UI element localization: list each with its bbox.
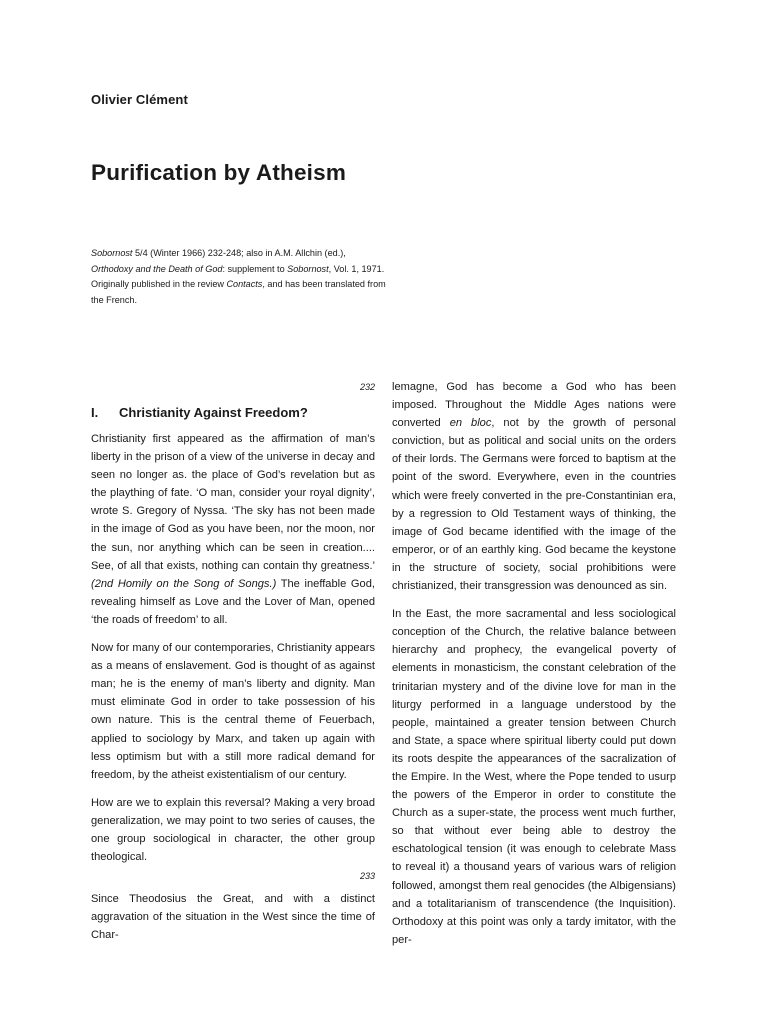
paragraph: Since Theodosius the Great, and with a distinct aggravation of the situation in the West since the time of Char- [91, 893, 375, 942]
left-column [91, 378, 375, 954]
paragraph: In the East, the more sacramental and less sociological conception of the Church, the relative balance between hierarchy and prophecy, the evangelical poverty of elements in monasticism, the constant celebration of the trinitarian mystery and of the divine love for man in the liturgy performed in a language understood by the people, maintained a greater tension between Church and State, a space where spiritual liberty could put down its roots despite the appearances of the sacralization of the Empire. In the West, where the Pope tended to usurp the powers of the Emperor in order to constitute the Church as a super-state, the process went much further, so that without ever being able to destroy the eschatological tension (it was enough to celebrate Mass to reveal it) a thousand years of various wars of religion followed, amongst them real genocides (the Albigensians) and a totalitarianism of transcendence (the Inquisition). Orthodoxy at this point was only a tardy imitator, with the per- [392, 608, 676, 946]
source-journal: Sobornost [287, 263, 329, 274]
article-title: Purification by Atheism [91, 160, 347, 185]
italic-phrase: en bloc [449, 417, 492, 430]
source-text: , and has been translated from the French. [91, 279, 386, 305]
right-column [392, 378, 676, 959]
source-text: 5/4 (Winter 1966) 232-248; also in A.M. Allchin (ed.), [132, 248, 346, 258]
author-name: Olivier Clément [91, 92, 188, 107]
source-text: , Vol. 1, 1971. Originally published in the review [91, 263, 385, 289]
section-heading [91, 404, 375, 422]
source-book-title: Orthodoxy and the Death of God [91, 263, 223, 274]
paragraph: How are we to explain this reversal? Making a very broad generalization, we may point to two series of causes, the one group sociological in character, the other group theological. [91, 796, 375, 864]
section-title: Christianity Against Freedom? [119, 405, 308, 420]
paragraph-text: lemagne, God has become a God who has been imposed. Throughout the Middle Ages nations were converted [392, 381, 676, 430]
page-number: 233 [359, 871, 375, 882]
paragraph [91, 430, 375, 629]
citation: (2nd Homily on the Song of Songs.) [91, 577, 277, 590]
source-journal: Sobornost [91, 248, 133, 258]
paragraph [392, 378, 676, 595]
section-number: I. [91, 405, 99, 420]
paragraph-text: , not by the growth of personal conviction, but as political and social units on the orders of their lords. The Germans were forced to baptism at the point of the sword. Everywhere, even in the countries which were freely converted in the pre-Constantinian era, by a regression to Old Testament ways of thinking, the image of God became identified with the image of the emperor, or of an earthly king. God became the keystone in the structure of society, social prohibitions were christianized, their transgression was denounced as sin. [392, 417, 676, 593]
source-text: : supplement to [222, 263, 288, 274]
paragraph-text: The ineffable God, revealing himself as Love and the Lover of Man, opened ‘the roads of freedom’ to all. [91, 577, 375, 626]
paragraph: Now for many of our contemporaries, Christianity appears as a means of enslavement. God is thought of as against man; he is the enemy of man’s liberty and dignity. Man must eliminate God in order to take possession of his own nature. This is the central theme of Feuerbach, applied to sociology by Marx, and taken up again with less optimism but with a still more radical demand for freedom, by the atheist existentialism of our century. [91, 642, 375, 781]
source-note [91, 246, 387, 308]
paragraph-text: Christianity first appeared as the affirmation of man’s liberty in the prison of a view of the universe in decay and seen no longer as. the place of God’s revelation but as the plaything of fate. ‘O man, consider your royal dignity’, wrote S. Gregory of Nyssa. ‘The sky has not been made in the image of God as you have been, nor the moon, nor the sun, nor anything which can be seen in creation.... See, of all that exists, nothing can contain thy greatness.’ [91, 433, 375, 572]
source-review: Contacts [226, 279, 263, 289]
page-number: 232 [359, 382, 375, 392]
